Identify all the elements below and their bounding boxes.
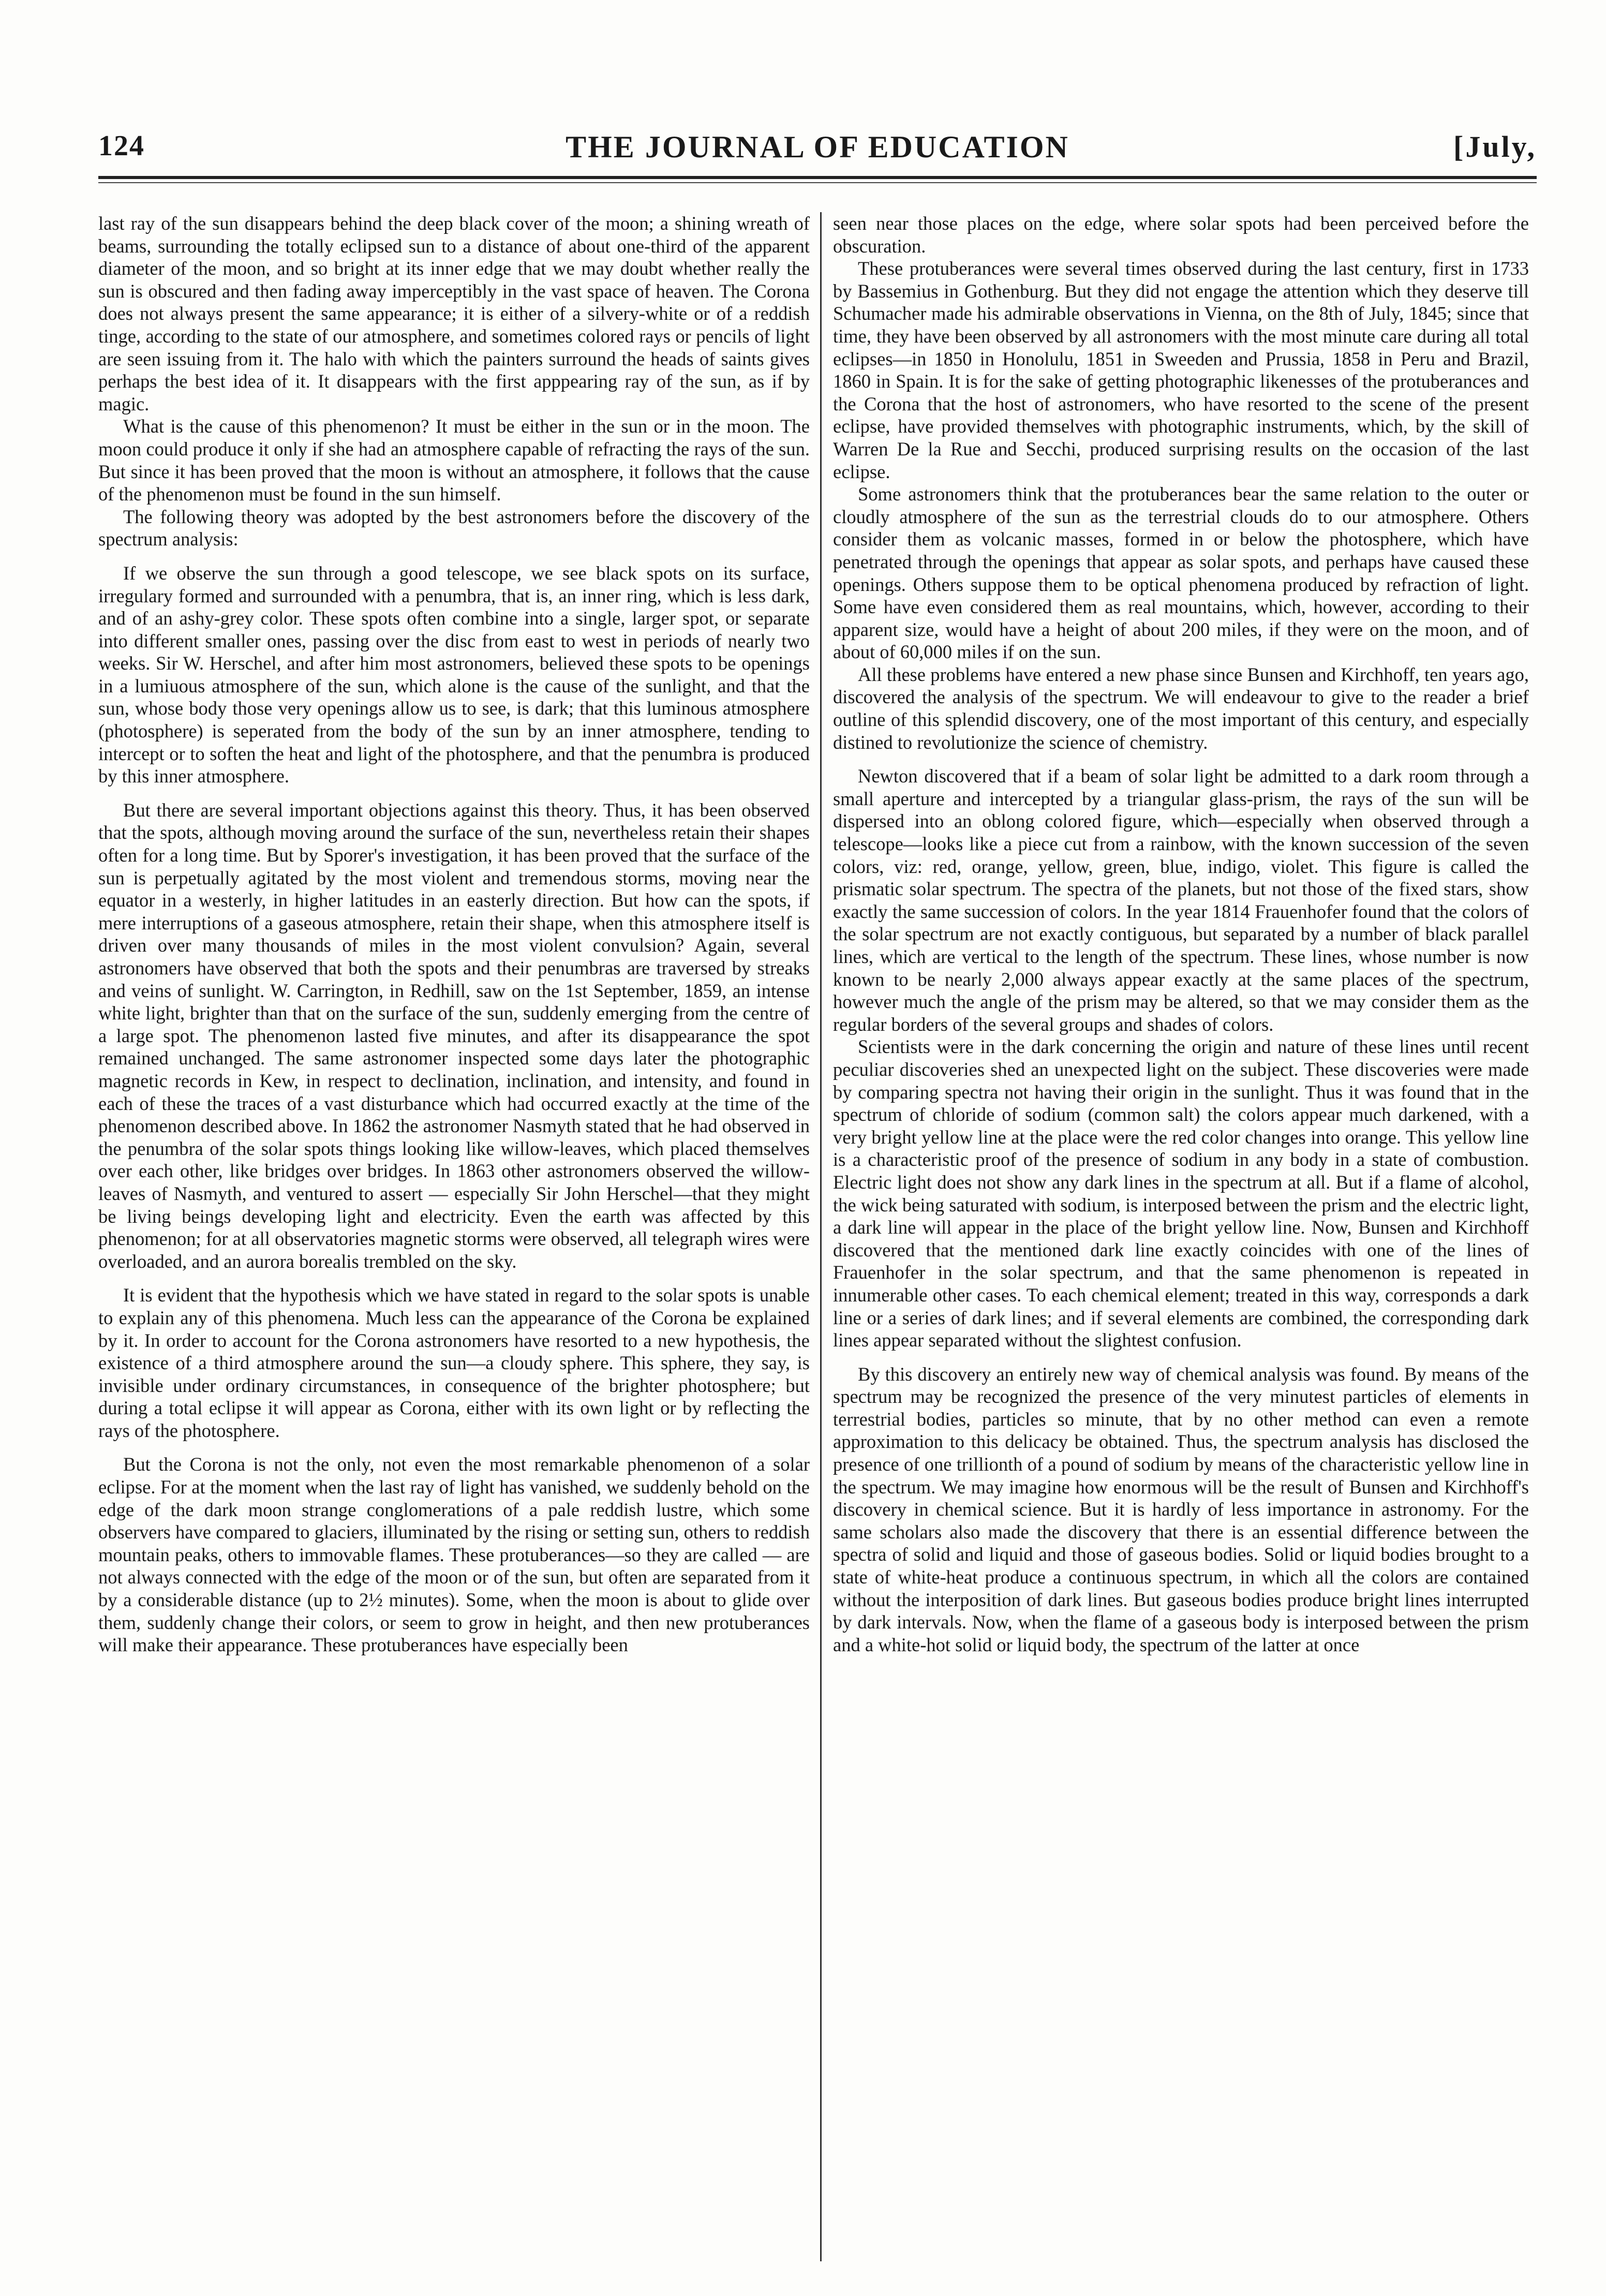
running-head — [98, 129, 1537, 176]
header-rule-thin — [98, 182, 1537, 183]
header-rule-thick — [98, 176, 1537, 179]
column-divider — [820, 212, 822, 2261]
paragraph: But the Corona is not the only, not even the most remarkable phenomenon of a solar eclipse. For at the moment when the last ray of light has vanished, we suddenly behold on the edge of the dark moon strange conglomerations of a pale reddish lustre, which some observers have compared to glaciers, illuminated by the rising or setting sun, others to reddish mountain peaks, others to immovable flames. These protuberances—so they are called — are not always connected with the edge of the moon or of the sun, but often are separated from it by a considerable distance (up to 2½ minutes). Some, when the moon is about to glide over them, suddenly change their colors, or seem to grow in height, and then new protuberances will make their appearance. These protuberances have especially been — [98, 1454, 810, 1656]
journal-title: THE JOURNAL OF EDUCATION — [566, 130, 1069, 164]
left-column — [98, 212, 810, 2261]
paragraph: If we observe the sun through a good telescope, we see black spots on its surface, irregulary formed and surrounded with a penumbra, that is, an inner ring, which is less dark, and of an ashy-grey color. These spots often combine into a single, larger spot, or separate into different smaller ones, passing over the disc from east to west in periods of nearly two weeks. Sir W. Herschel, and after him most astronomers, believed these spots to be openings in a lumiuous atmosphere of the sun, which alone is the cause of the sunlight, and that the sun, whose body those very openings allow us to see, is dark; that this luminous atmosphere (photosphere) is seperated from the body of the sun by an inner atmosphere, tending to intercept or to soften the heat and light of the photosphere, and that the penumbra is produced by this inner atmosphere. — [98, 562, 810, 787]
page-number: 124 — [98, 130, 145, 162]
paragraph: Scientists were in the dark concerning the origin and nature of these lines until recent peculiar discoveries shed an unexpected light on the subject. These discoveries were made by comparing spectra not having their origin in the sunlight. Thus it was found that in the spectrum of chloride of sodium (common salt) the colors appear much darkened, with a very bright yellow line at the place were the red color changes into orange. This yellow line is a characteristic proof of the presence of sodium in any body in a state of combustion. Electric light does not show any dark lines in the spectrum at all. But if a flame of alcohol, the wick being saturated with sodium, is interposed between the prism and the electric light, a dark line will appear in the place of the bright yellow line. Now, Bunsen and Kirchhoff discovered that the mentioned dark line exactly coincides with one of the lines of Frauenhofer in the solar spectrum, and that the same phenomenon is repeated in innumerable other cases. To each chemical element; treated in this way, corresponds a dark line or a series of dark lines; and if several elements are combined, the corresponding dark lines appear separated without the slightest confusion. — [833, 1036, 1529, 1351]
right-column — [833, 212, 1529, 2261]
paragraph: last ray of the sun disappears behind the deep black cover of the moon; a shining wreath of beams, surrounding the totally eclipsed sun to a distance of about one-third of the apparent diameter of the moon, and so bright at its inner edge that we may doubt whether really the sun is obscured and then fading away imperceptibly in the vast space of heaven. The Corona does not always present the same appearance; it is either of a silvery-white or of a reddish tinge, according to the state of our atmosphere, and sometimes colored rays or pencils of light are seen issuing from it. The halo with which the painters surround the heads of saints gives perhaps the best idea of it. It disappears with the first apppearing ray of the sun, as if by magic. — [98, 213, 810, 414]
paragraph: seen near those places on the edge, where solar spots had been perceived before the obscuration. — [833, 213, 1529, 257]
paragraph: But there are several important objections against this theory. Thus, it has been observed that the spots, although moving around the surface of the sun, nevertheless retain their shapes often for a long time. But by Sporer's investigation, it has been proved that the surface of the sun is perpetually agitated by the most violent and tremendous storms, moving near the equator in a westerly, in higher latitudes in an easterly direction. But how can the spots, if mere interruptions of a gaseous atmosphere, retain their shape, when this atmosphere itself is driven over many thousands of miles in the most violent convulsion? Again, several astronomers have observed that both the spots and their penumbras are traversed by streaks and veins of sunlight. W. Carrington, in Redhill, saw on the 1st September, 1859, an intense white light, brighter than that on the surface of the sun, suddenly emerging from the centre of a large spot. The phenomenon lasted five minutes, and after its disappearance the spot remained unchanged. The same astronomer inspected some days later the photographic magnetic records in Kew, in respect to declination, inclination, and intensity, and found in each of these the traces of a vast disturbance which had occurred exactly at the time of the phenomenon described above. In 1862 the astronomer Nasmyth stated that he had observed in the penumbra of the solar spots things looking like willow-leaves, which placed themselves over each other, like bridges over bridges. In 1863 other astronomers observed the willow-leaves of Nasmyth, and ventured to assert — especially Sir John Herschel—that they might be living beings developing light and electricity. Even the earth was affected by this phenomenon; for at all observatories magnetic storms were observed, all telegraph wires were overloaded, and an aurora borealis trembled on the sky. — [98, 799, 810, 1272]
paragraph: It is evident that the hypothesis which we have stated in regard to the solar spots is unable to explain any of this phenomena. Much less can the appearance of the Corona be explained by it. In order to account for the Corona astronomers have resorted to a new hypothesis, the existence of a third atmosphere around the sun—a cloudy sphere. This sphere, they say, is invisible under ordinary circumstances, in consequence of the brighter photosphere; but during a total eclipse it will appear as Corona, either with its own light or by reflecting the rays of the photosphere. — [98, 1284, 810, 1441]
paragraph: All these problems have entered a new phase since Bunsen and Kirchhoff, ten years ago, discovered the analysis of the spectrum. We will endeavour to give to the reader a brief outline of this splendid discovery, one of the most important of this century, and especially distined to revolutionize the science of chemistry. — [833, 663, 1529, 753]
paragraph: Some astronomers think that the protuberances bear the same relation to the outer or cloudly atmosphere of the sun as the terrestrial clouds do to our atmosphere. Others consider them as volcanic masses, formed in or below the photosphere, which have penetrated through the openings that appear as solar spots, and perhaps have caused these openings. Others suppose them to be optical phenomena produced by refraction of light. Some have even considered them as real mountains, which, however, according to their apparent size, would have a height of about 200 miles, if they were on the moon, and of about of 60,000 miles if on the sun. — [833, 483, 1529, 663]
paragraph: The following theory was adopted by the best astronomers before the discovery of the spectrum analysis: — [98, 506, 810, 550]
paragraph: By this discovery an entirely new way of chemical analysis was found. By means of the spectrum may be recognized the presence of the very minutest particles of elements in terrestrial bodies, particles so minute, that by no other method can even a remote approximation to this delicacy be obtained. Thus, the spectrum analysis has disclosed the presence of one trillionth of a pound of sodium by means of the characteristic yellow line in the spectrum. We may imagine how enormous will be the result of Bunsen and Kirchhoff's discovery in chemical science. But it is hardly of less importance in astronomy. For the same scholars also made the discovery that there is an essential difference between the spectra of solid and liquid and those of gaseous bodies. Solid or liquid bodies brought to a state of white-heat produce a continuous spectrum, in which all the colors are contained without the interposition of dark lines. But gaseous bodies produce bright lines interrupted by dark intervals. Now, when the flame of a gaseous body is interposed between the prism and a white-hot solid or liquid body, the spectrum of the latter at once — [833, 1363, 1529, 1655]
paragraph: Newton discovered that if a beam of solar light be admitted to a dark room through a small aperture and intercepted by a triangular glass-prism, the rays of the sun will be dispersed into an oblong colored figure, which—especially when observed through a telescope—looks like a piece cut from a rainbow, with the known succession of the seven colors, viz: red, orange, yellow, green, blue, indigo, violet. This figure is called the prismatic solar spectrum. The spectra of the planets, but not those of the fixed stars, show exactly the same succession of colors. In the year 1814 Frauenhofer found that the colors of the solar spectrum are not exactly contiguous, but separated by a number of black parallel lines, which are vertical to the length of the spectrum. These lines, whose number is now known to be nearly 2,000 always appear exactly at the same places of the spectrum, however much the angle of the prism may be altered, so that we may consider them as the regular borders of the several groups and shades of colors. — [833, 765, 1529, 1035]
month-label: [July, — [1453, 130, 1537, 164]
paragraph: These protuberances were several times observed during the last century, first in 1733 by Bassemius in Gothenburg. But they did not engage the attention which they deserve till Schumacher made his admirable observations in Vienna, on the 8th of July, 1845; since that time, they have been observed by all astronomers with the most minute care during all total eclipses—in 1850 in Honolulu, 1851 in Sweeden and Prussia, 1858 in Peru and Brazil, 1860 in Spain. It is for the sake of getting photographic likenesses of the protuberances and the Corona that the host of astronomers, who have resorted to the scene of the present eclipse, have provided themselves with photographic instruments, which, by the skill of Warren De la Rue and Secchi, produced surprising results on the occasion of the last eclipse. — [833, 258, 1529, 482]
paragraph: What is the cause of this phenomenon? It must be either in the sun or in the moon. The moon could produce it only if she had an atmosphere capable of refracting the rays of the sun. But since it has been proved that the moon is without an atmosphere, it follows that the cause of the phenomenon must be found in the sun himself. — [98, 416, 810, 505]
